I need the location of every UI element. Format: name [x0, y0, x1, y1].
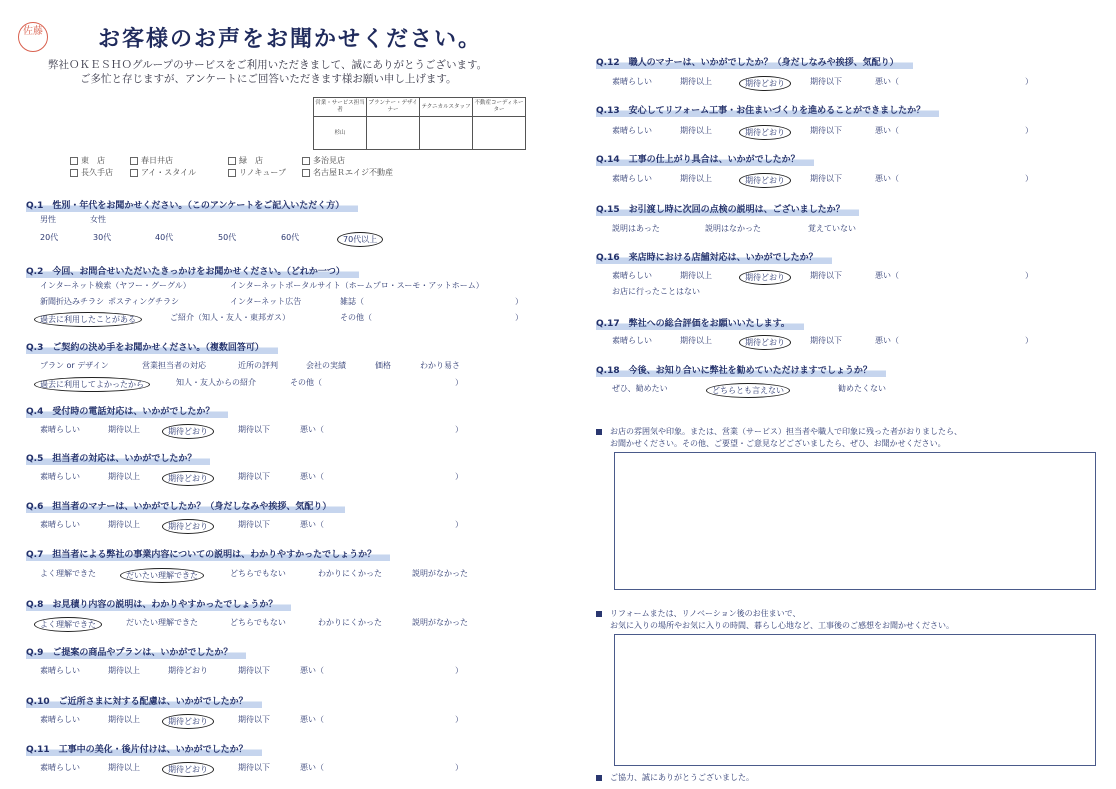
answer-option[interactable]: ご紹介（知人・友人・東邦ガス） [170, 313, 290, 322]
selected-answer-option[interactable]: 期待どおり [739, 125, 791, 140]
answer-option: 悪い（ [300, 425, 324, 434]
answer-option[interactable]: 会社の実績 [306, 361, 346, 370]
thanks-line [596, 772, 754, 784]
comment-prompt-2-line-2: お気に入りの場所やお気に入りの時間、暮らし心地など、工事後のご感想をお聞かせください。 [610, 621, 954, 630]
answer-option[interactable]: 説明がなかった [412, 618, 468, 627]
staff-header-realestate: 不動産コーディネーター [473, 98, 526, 117]
staff-cell [420, 117, 473, 150]
question-title: Q.16 来店時における店舗対応は、いかがでしたか？ [596, 250, 832, 264]
store-option[interactable] [130, 155, 173, 166]
question-title: Q.10 ご近所さまに対する配慮は、いかがでしたか？ [26, 694, 262, 708]
answer-option[interactable]: プラン or デザイン [40, 361, 109, 370]
comment-box-2[interactable] [614, 634, 1096, 766]
store-label: 春日井店 [141, 156, 173, 165]
answer-option[interactable]: 期待以上 [680, 126, 712, 135]
answer-option[interactable]: 40代 [155, 233, 174, 242]
answer-option[interactable]: どちらでもない [230, 569, 286, 578]
answer-option[interactable]: 期待以下 [810, 174, 842, 183]
answer-option[interactable]: 期待以下 [810, 271, 842, 280]
comment-prompt-1 [596, 426, 962, 450]
staff-header-technical: テクニカルスタッフ [420, 98, 473, 117]
answer-option[interactable]: インターネットポータルサイト（ホームプロ・スーモ・アットホーム） [230, 281, 484, 290]
answer-option: ） [455, 666, 463, 675]
bullet-square-icon [596, 611, 602, 617]
checkbox-icon[interactable] [302, 169, 310, 177]
store-label: リノキューブ [239, 168, 286, 177]
answer-option: 悪い（ [300, 763, 324, 772]
intro-text [48, 58, 487, 86]
answer-option[interactable]: 期待以上 [680, 174, 712, 183]
checkbox-icon[interactable] [228, 157, 236, 165]
answer-option[interactable]: インターネット検索（ヤフー・グーグル） [40, 281, 191, 290]
answer-option[interactable]: 30代 [93, 233, 112, 242]
answer-option[interactable]: 勧めたくない [838, 384, 886, 393]
question-title: Q.18 今後、お知り合いに弊社を勧めていただけますでしょうか？ [596, 363, 886, 377]
answer-option: 悪い（ [300, 520, 324, 529]
selected-answer-option[interactable]: 期待どおり [739, 335, 791, 350]
store-label: 多治見店 [313, 156, 345, 165]
answer-option[interactable]: 素晴らしい [40, 666, 80, 675]
answer-option[interactable]: 期待以上 [108, 520, 140, 529]
selected-answer-option[interactable]: 期待どおり [162, 519, 214, 534]
answer-option[interactable]: 素晴らしい [40, 520, 80, 529]
answer-option[interactable]: 素晴らしい [40, 715, 80, 724]
answer-option: 悪い（ [300, 715, 324, 724]
question-title: Q.12 職人のマナーは、いかがでしたか？（身だしなみや挨拶、気配り） [596, 55, 913, 69]
answer-option[interactable]: だいたい理解できた [126, 618, 198, 627]
selected-answer-option[interactable]: 過去に利用してよかったから [34, 377, 150, 392]
answer-option[interactable]: 素晴らしい [40, 472, 80, 481]
answer-option: ） [1025, 271, 1033, 280]
store-option[interactable] [70, 155, 105, 166]
question-title: Q.5 担当者の対応は、いかがでしたか？ [26, 451, 210, 465]
answer-option: 雑誌（ [340, 297, 364, 306]
comment-prompt-2-line-1: リフォームまたは、リノベーション後のお住まいで、 [610, 609, 801, 618]
selected-answer-option[interactable]: 70代以上 [337, 232, 383, 247]
answer-option: 悪い（ [300, 666, 324, 675]
checkbox-icon[interactable] [302, 157, 310, 165]
answer-option[interactable]: 説明はなかった [705, 224, 761, 233]
store-option[interactable] [70, 167, 113, 178]
answer-option[interactable]: 期待以下 [238, 520, 270, 529]
answer-option[interactable]: 期待以下 [238, 763, 270, 772]
comment-prompt-1-line-1: お店の雰囲気や印象。または、営業（サービス）担当者や職人で印象に残った者がおりましたら、 [610, 427, 962, 436]
question-title: Q.14 工事の仕上がり具合は、いかがでしたか？ [596, 152, 814, 166]
answer-option[interactable]: 説明はあった [612, 224, 660, 233]
answer-option[interactable]: 素晴らしい [40, 763, 80, 772]
bullet-square-icon [596, 429, 602, 435]
answer-option: ） [1025, 77, 1033, 86]
answer-option[interactable]: 期待以下 [238, 666, 270, 675]
checkbox-icon[interactable] [130, 169, 138, 177]
selected-answer-option[interactable]: だいたい理解できた [120, 568, 204, 583]
answer-option: 悪い（ [875, 77, 899, 86]
answer-option[interactable]: 女性 [90, 215, 106, 224]
answer-option[interactable]: インターネット広告 [230, 297, 302, 306]
comment-box-1[interactable] [614, 452, 1096, 590]
answer-option[interactable]: 期待以上 [108, 763, 140, 772]
answer-option[interactable]: 営業担当者の対応 [142, 361, 206, 370]
store-label: アイ・スタイル [141, 168, 197, 177]
checkbox-icon[interactable] [130, 157, 138, 165]
checkbox-icon[interactable] [70, 169, 78, 177]
store-label: 東 店 [81, 156, 105, 165]
intro-line-1: 弊社ＯＫＥＳＨＯグループのサービスをご利用いただきまして、誠にありがとうございます。 [48, 59, 488, 71]
answer-option: 悪い（ [875, 336, 899, 345]
staff-header-sales: 営業・サービス担当者 [314, 98, 367, 117]
answer-option: ） [455, 763, 463, 772]
selected-answer-option[interactable]: 期待どおり [739, 76, 791, 91]
question-title: Q.13 安心してリフォーム工事・お住まいづくりを進めることができましたか？ [596, 103, 939, 117]
answer-option: その他（ [290, 378, 322, 387]
answer-option[interactable]: 説明がなかった [412, 569, 468, 578]
answer-option: ） [1025, 174, 1033, 183]
answer-option[interactable]: ぜひ、勧めたい [612, 384, 668, 393]
store-label: 緑 店 [239, 156, 263, 165]
answer-option[interactable]: 素晴らしい [612, 126, 652, 135]
store-option[interactable] [302, 155, 345, 166]
question-title: Q.6 担当者のマナーは、いかがでしたか？（身だしなみや挨拶、気配り） [26, 499, 345, 513]
store-option[interactable] [130, 167, 196, 178]
answer-option: ） [515, 313, 523, 322]
question-title: Q.1 性別・年代をお聞かせください。（このアンケートをご記入いただく方） [26, 198, 358, 212]
answer-option[interactable]: わかり易さ [420, 361, 460, 370]
selected-answer-option[interactable]: 期待どおり [162, 714, 214, 729]
answer-option[interactable]: 素晴らしい [612, 336, 652, 345]
answer-option[interactable]: お店に行ったことはない [612, 287, 700, 296]
answer-option: ） [455, 378, 463, 387]
answer-option: 悪い（ [875, 126, 899, 135]
answer-option[interactable]: 期待以上 [108, 472, 140, 481]
selected-answer-option[interactable]: 過去に利用したことがある [34, 312, 142, 327]
answer-option[interactable]: 期待以上 [108, 715, 140, 724]
question-title: Q.4 受付時の電話対応は、いかがでしたか？ [26, 404, 228, 418]
answer-option[interactable]: 期待以下 [810, 77, 842, 86]
selected-answer-option[interactable]: 期待どおり [162, 424, 214, 439]
answer-option[interactable]: 期待以下 [238, 425, 270, 434]
answer-option: その他（ [340, 313, 372, 322]
question-title: Q.9 ご提案の商品やプランは、いかがでしたか？ [26, 645, 246, 659]
answer-option[interactable]: 60代 [281, 233, 300, 242]
answer-option[interactable]: 期待以下 [810, 336, 842, 345]
question-title: Q.3 ご契約の決め手をお聞かせください。（複数回答可） [26, 340, 278, 354]
checkbox-icon[interactable] [70, 157, 78, 165]
answer-option[interactable]: ポスティングチラシ [108, 297, 180, 306]
answer-option[interactable]: 期待以上 [680, 77, 712, 86]
answer-option[interactable]: 期待以上 [680, 336, 712, 345]
answer-option[interactable]: 期待以上 [108, 425, 140, 434]
staff-table [313, 97, 526, 150]
answer-option: ） [455, 425, 463, 434]
checkbox-icon[interactable] [228, 169, 236, 177]
answer-option[interactable]: 素晴らしい [612, 174, 652, 183]
answer-option[interactable]: 期待以下 [810, 126, 842, 135]
answer-option[interactable]: 50代 [218, 233, 237, 242]
answer-option: ） [455, 520, 463, 529]
selected-answer-option[interactable]: 期待どおり [162, 471, 214, 486]
selected-answer-option[interactable]: 期待どおり [739, 270, 791, 285]
answer-option[interactable]: 期待以下 [238, 472, 270, 481]
staff-cell [367, 117, 420, 150]
staff-header-planner: プランナー・デザイナー [367, 98, 420, 117]
answer-option[interactable]: 素晴らしい [612, 271, 652, 280]
answer-option: 悪い（ [875, 271, 899, 280]
answer-option[interactable]: 20代 [40, 233, 59, 242]
staff-signature: 杉山 [314, 117, 367, 150]
answer-option: ） [455, 715, 463, 724]
page-title: お客様のお声をお聞かせください。 [98, 27, 483, 52]
intro-line-2: ご多忙と存じますが、アンケートにご回答いただきます様お願い申し上げます。 [80, 73, 457, 85]
answer-option[interactable]: よく理解できた [40, 569, 96, 578]
answer-option[interactable]: 覚えていない [808, 224, 856, 233]
answer-option[interactable]: 期待以上 [108, 666, 140, 675]
thanks-text: ご協力、誠にありがとうございました。 [610, 773, 754, 782]
answer-option: 悪い（ [300, 472, 324, 481]
staff-cell [473, 117, 526, 150]
answer-option[interactable]: どちらでもない [230, 618, 286, 627]
answer-option: ） [515, 297, 523, 306]
answer-option[interactable]: 素晴らしい [40, 425, 80, 434]
answer-option[interactable]: わかりにくかった [318, 618, 382, 627]
store-label: 長久手店 [81, 168, 113, 177]
comment-prompt-2 [596, 608, 954, 632]
question-title: Q.7 担当者による弊社の事業内容についての説明は、わかりやすかったでしょうか？ [26, 547, 390, 561]
answer-option: ） [455, 472, 463, 481]
question-title: Q.17 弊社への総合評価をお願いいたします。 [596, 316, 804, 330]
answer-option[interactable]: 新聞折込みチラシ [40, 297, 104, 306]
selected-answer-option[interactable]: 期待どおり [739, 173, 791, 188]
seal-stamp: 佐藤 [18, 22, 48, 52]
answer-option[interactable]: 近所の評判 [238, 361, 278, 370]
store-label: 名古屋Ｒエイジ不動産 [313, 168, 393, 177]
answer-option: ） [1025, 126, 1033, 135]
answer-option[interactable]: 素晴らしい [612, 77, 652, 86]
answer-option[interactable]: 男性 [40, 215, 56, 224]
answer-option: ） [1025, 336, 1033, 345]
question-title: Q.11 工事中の美化・後片付けは、いかがでしたか？ [26, 742, 262, 756]
selected-answer-option[interactable]: よく理解できた [34, 617, 102, 632]
answer-option[interactable]: 期待以下 [238, 715, 270, 724]
answer-option[interactable]: わかりにくかった [318, 569, 382, 578]
bullet-square-icon [596, 775, 602, 781]
answer-option[interactable]: 期待以上 [680, 271, 712, 280]
question-title: Q.8 お見積り内容の説明は、わかりやすかったでしょうか？ [26, 597, 291, 611]
answer-option[interactable]: 知人・友人からの紹介 [176, 378, 256, 387]
store-option[interactable] [228, 167, 286, 178]
answer-option[interactable]: 価格 [375, 361, 391, 370]
answer-option[interactable]: 期待どおり [168, 666, 208, 675]
selected-answer-option[interactable]: どちらとも言えない [706, 383, 790, 398]
selected-answer-option[interactable]: 期待どおり [162, 762, 214, 777]
store-option[interactable] [302, 167, 393, 178]
question-title: Q.2 今回、お問合せいただいたきっかけをお聞かせください。（どれか一つ） [26, 264, 359, 278]
store-option[interactable] [228, 155, 263, 166]
comment-prompt-1-line-2: お聞かせください。その他、ご要望・ご意見などございましたら、ぜひ、お聞かせください。 [610, 439, 946, 448]
question-title: Q.15 お引渡し時に次回の点検の説明は、ございましたか？ [596, 202, 859, 216]
answer-option: 悪い（ [875, 174, 899, 183]
